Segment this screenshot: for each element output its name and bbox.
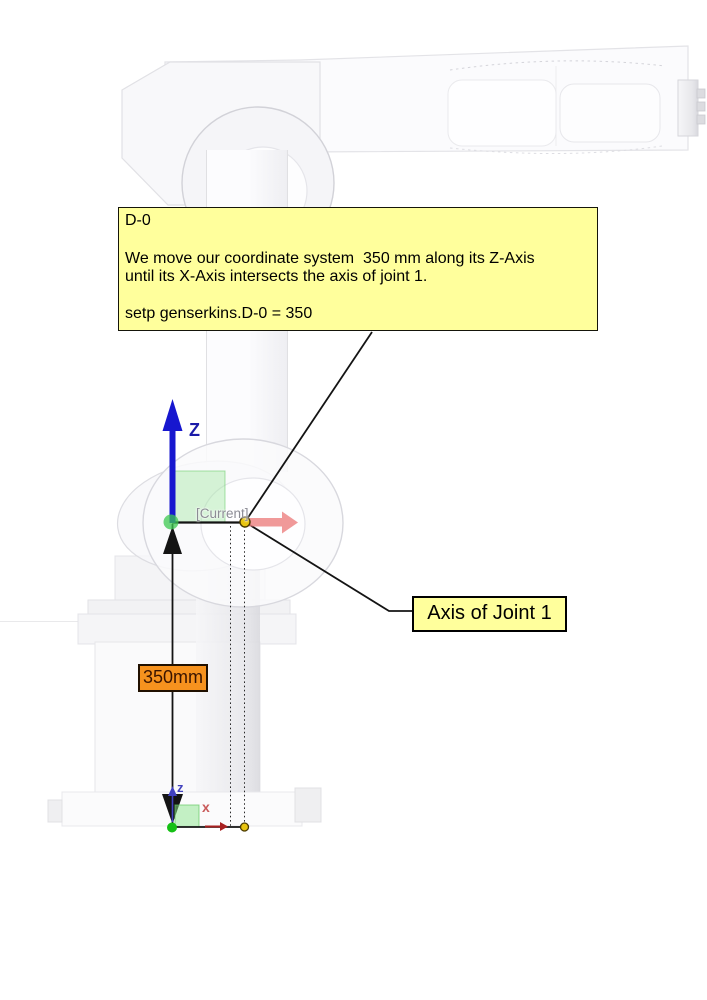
flange-rib [697,89,705,98]
wrist-segment [448,80,556,146]
wrist-segment [560,84,660,142]
origin-point [164,515,179,530]
flange-rib [697,102,705,111]
base-foot [48,800,62,822]
joint-axis-point [241,823,249,831]
note-command: setp genserkins.D-0 = 350 [125,305,313,322]
note-title: D-0 [125,212,151,229]
note-body-line2: until its X-Axis intersects the axis of joint 1. [125,268,428,285]
upper-z-axis-label: Z [189,420,200,440]
frame-plane-square [175,805,199,827]
origin-point [167,823,177,833]
dimension-value-label: 350mm [138,664,208,692]
base-disc-lower [78,614,296,644]
d0-note-box [118,207,598,331]
x-axis-arrow [249,518,282,527]
z-axis-arrowhead [163,399,183,431]
base-foot [295,788,321,822]
z-axis-arrow [170,428,176,523]
flange-rib [697,115,705,124]
note-body-line1: We move our coordinate system 350 mm along its Z-Axis [125,250,535,267]
tool-flange [678,80,698,136]
lower-x-axis-label: x [202,799,210,815]
lower-z-axis-label: z [177,780,184,795]
axis-of-joint-callout: Axis of Joint 1 [412,596,567,632]
current-frame-label: [Current] [196,506,249,521]
